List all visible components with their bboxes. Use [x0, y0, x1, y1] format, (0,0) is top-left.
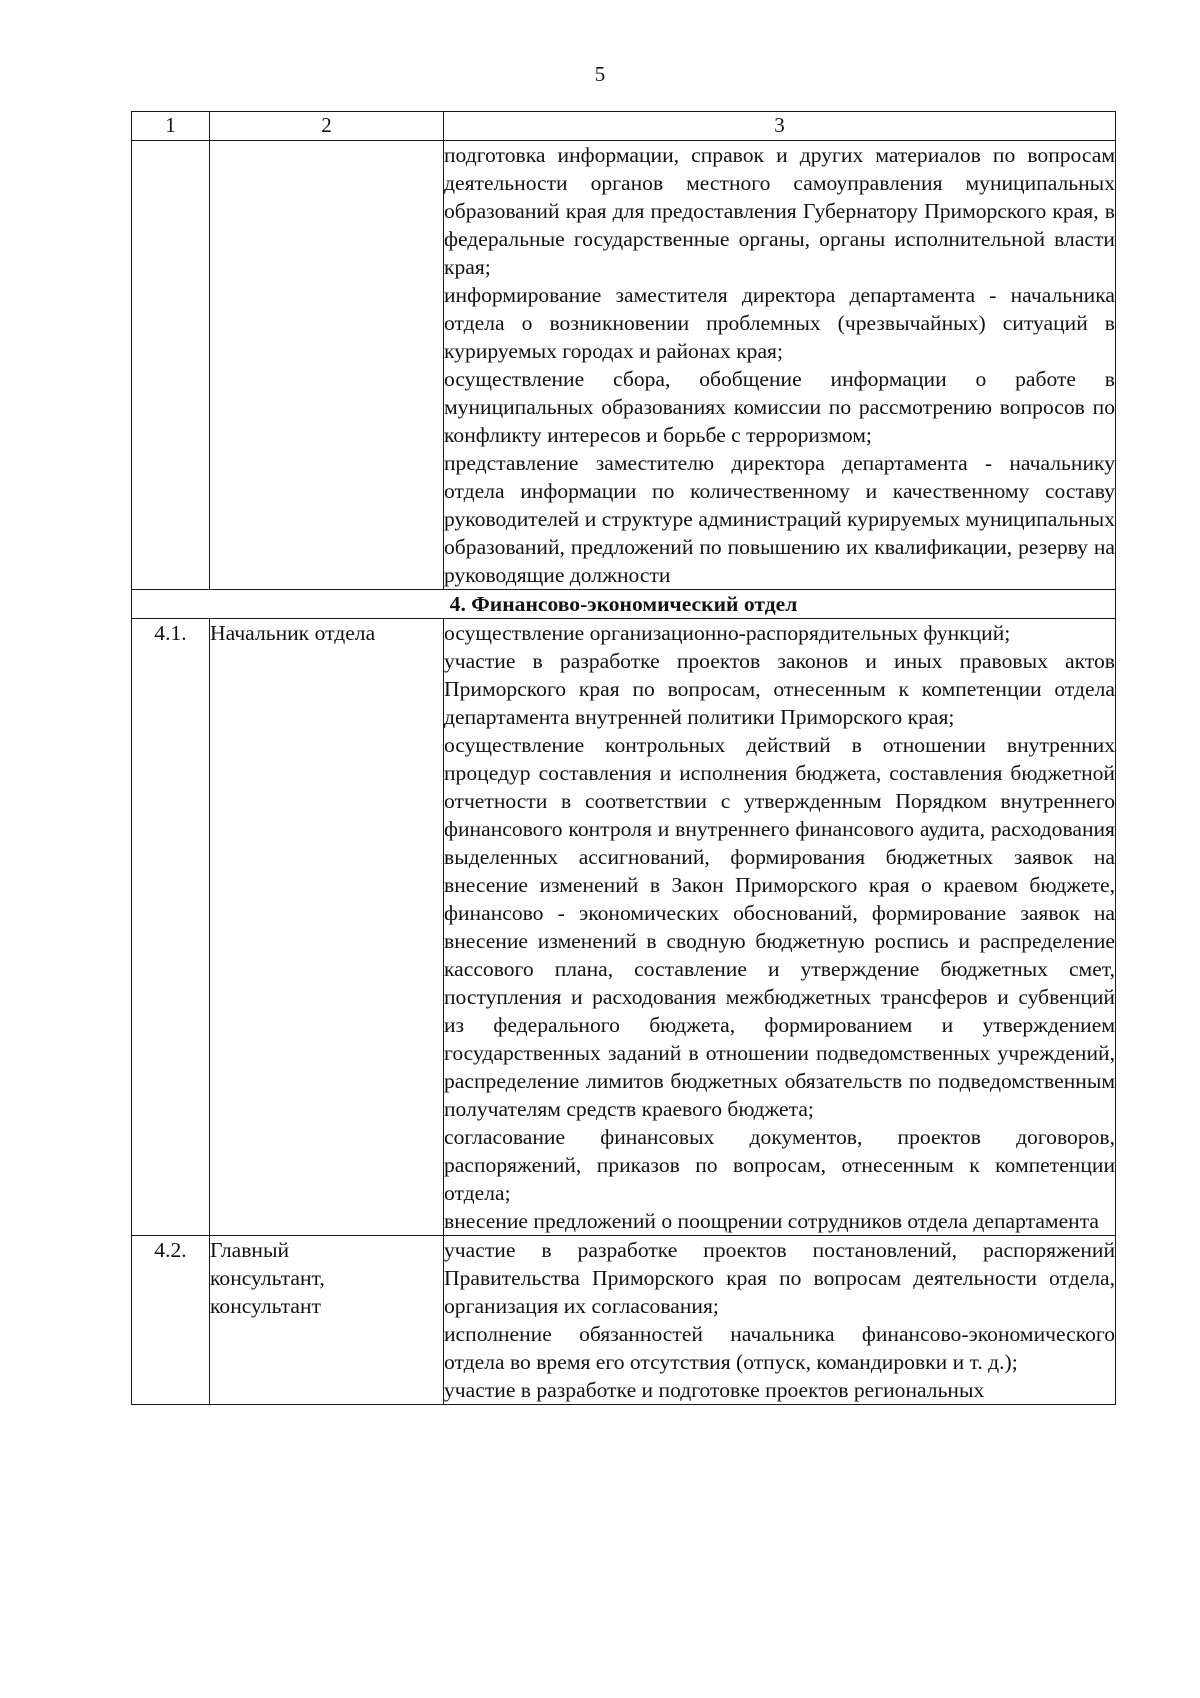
duty-item: участие в разработке проектов законов и иных правовых актов Приморского края по вопросам, отнесенным к компетенции отдела департамента внутренней политики Приморского края;	[444, 649, 1115, 729]
duty-item: согласование финансовых документов, проектов договоров, распоряжений, приказов по вопросам, отнесенным к компетенции отдела;	[444, 1125, 1115, 1205]
duty-item: осуществление сбора, обобщение информации о работе в муниципальных образованиях комиссии по рассмотрению вопросов по конфликту интересов и борьбе с терроризмом;	[444, 367, 1115, 447]
duty-item: осуществление организационно-распорядительных функций;	[444, 621, 1011, 645]
duty-item: исполнение обязанностей начальника финансово-экономического отдела во время его отсутствия (отпуск, командировки и т. д.);	[444, 1322, 1115, 1374]
column-header-3: 3	[444, 112, 1116, 141]
table-row-4-1	[132, 619, 1116, 1236]
column-header-2: 2	[210, 112, 444, 141]
duty-item: подготовка информации, справок и других материалов по вопросам деятельности органов местного самоуправления муниципальных образований края для предоставления Губернатору Приморского края, в федеральные государственные органы, органы исполнительной власти края;	[444, 143, 1115, 279]
position-cell	[210, 1236, 444, 1405]
section-title: 4. Финансово-экономический отдел	[132, 590, 1116, 619]
duty-item: осуществление контрольных действий в отношении внутренних процедур составления и исполнения бюджета, составления бюджетной отчетности в соответствии с утвержденным Порядком внутреннего финансового контроля и внутреннего финансового аудита, расходования выделенных ассигнований, формирования бюджетных заявок на внесение изменений в Закон Приморского края о краевом бюджете, финансово - экономических обоснований, формирование заявок на внесение изменений в сводную бюджетную роспись и распределение кассового плана, составление и утверждение бюджетных смет, поступления и расходования межбюджетных трансферов и субвенций из федерального бюджета, формированием и утверждением государственных заданий в отношении подведомственных учреждений, распределение лимитов бюджетных обязательств по подведомственным получателям средств краевого бюджета;	[444, 733, 1115, 1121]
table-row-4-2	[132, 1236, 1116, 1405]
row-number-cell: 4.2.	[132, 1236, 210, 1405]
duties-cell	[444, 619, 1116, 1236]
duties-cell	[444, 141, 1116, 590]
table-row-continued	[132, 141, 1116, 590]
duty-item: информирование заместителя директора департамента - начальника отдела о возникновении проблемных (чрезвычайных) ситуаций в курируемых городах и районах края;	[444, 283, 1115, 363]
row-number-cell: 4.1.	[132, 619, 210, 1236]
position-title-line: консультант,	[210, 1266, 325, 1290]
column-header-1: 1	[132, 112, 210, 141]
duty-item: участие в разработке и подготовке проектов региональных	[444, 1378, 985, 1402]
row-number-cell	[132, 141, 210, 590]
position-title-line: Главный	[210, 1238, 290, 1262]
position-cell	[210, 619, 444, 1236]
position-title: Начальник отдела	[210, 621, 376, 645]
duty-item: внесение предложений о поощрении сотрудников отдела департамента	[444, 1209, 1100, 1233]
section-row	[132, 590, 1116, 619]
duty-item: участие в разработке проектов постановлений, распоряжений Правительства Приморского края по вопросам деятельности отдела, организация их согласования;	[444, 1238, 1115, 1318]
duties-cell	[444, 1236, 1116, 1405]
page-number: 5	[594, 62, 606, 86]
duties-table	[131, 111, 1116, 1405]
position-cell	[210, 141, 444, 590]
duty-item: представление заместителю директора департамента - начальнику отдела информации по количественному и качественному составу руководителей и структуре администраций курируемых муниципальных образований, предложений по повышению их квалификации, резерву на руководящие должности	[444, 451, 1115, 587]
position-title-line: консультант	[210, 1294, 321, 1318]
table-header-row	[132, 112, 1116, 141]
